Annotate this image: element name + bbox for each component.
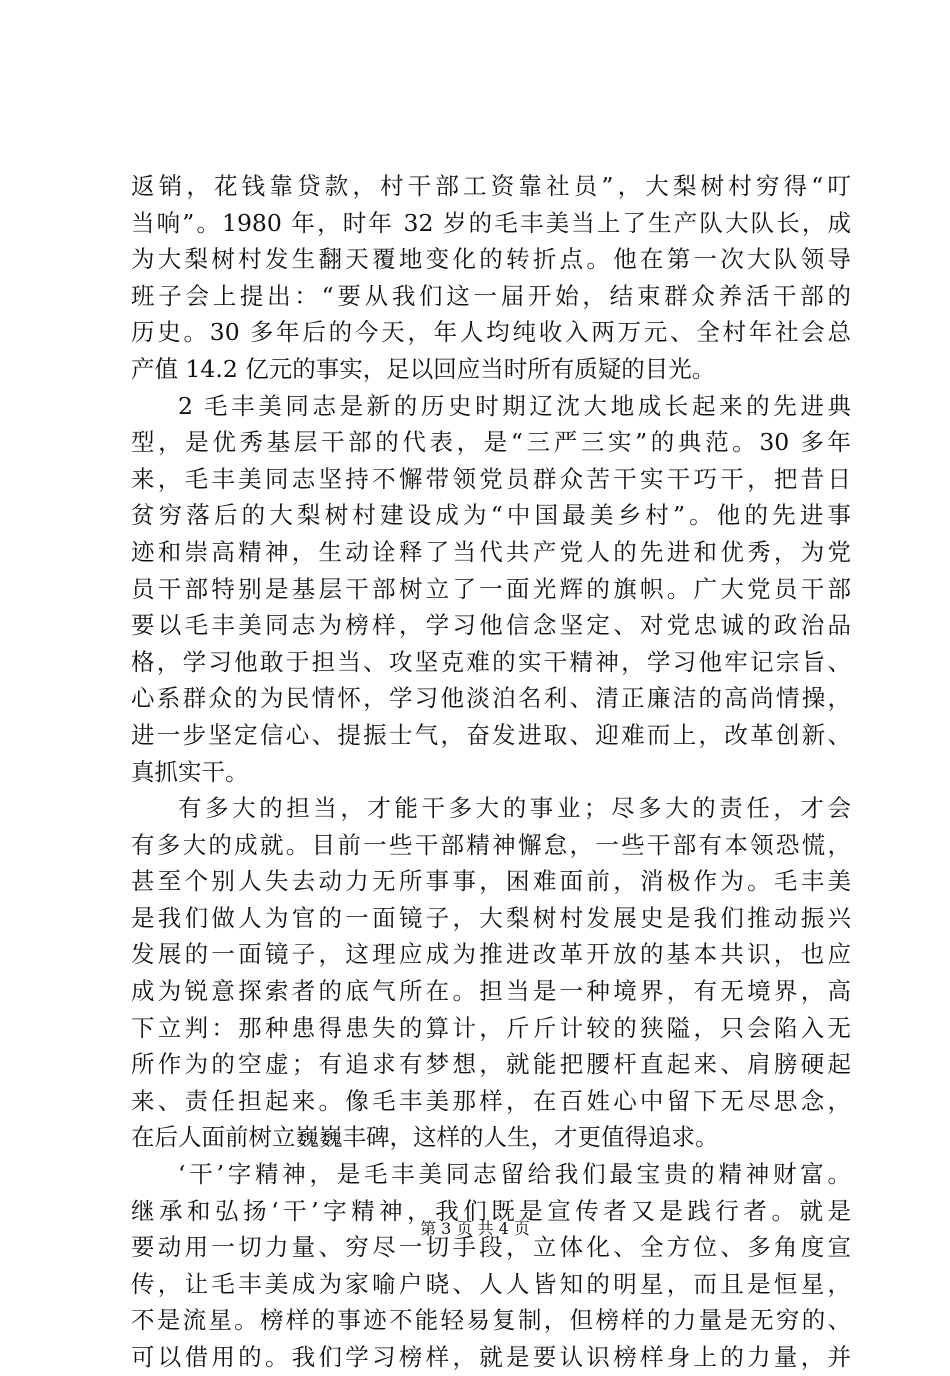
text-line: 型，是优秀基层干部的代表，是“三严三实”的典范。30 多年 <box>131 428 851 457</box>
text-line: 为大梨树村发生翻天覆地变化的转折点。他在第一次大队领导 <box>131 245 851 274</box>
text-line: 可以借用的。我们学习榜样，就是要认识榜样身上的力量，并 <box>131 1343 851 1371</box>
paragraph-first-line: 2 毛丰美同志是新的历史时期辽沈大地成长起来的先进典 <box>178 391 851 420</box>
text-line: 格，学习他敢于担当、攻坚克难的实干精神，学习他牢记宗旨、 <box>131 647 851 676</box>
text-line: 不是流星。榜样的事迹不能轻易复制，但榜样的力量是无穷的、 <box>131 1306 851 1335</box>
text-line: 成为锐意探索者的底气所在。担当是一种境界，有无境界，高 <box>131 977 851 1006</box>
text-line: 是我们做人为官的一面镜子，大梨树村发展史是我们推动振兴 <box>131 903 851 932</box>
page-number-footer: 第 3 页 共 4 页 <box>420 1219 530 1238</box>
text-line: 贫穷落后的大梨树村建设成为“中国最美乡村”。他的先进事 <box>131 501 851 530</box>
text-line: 历史。30 多年后的今天，年人均纯收入两万元、全村年社会总 <box>131 318 851 347</box>
text-line: 甚至个别人失去动力无所事事，困难面前，消极作为。毛丰美 <box>131 867 851 896</box>
text-line: 迹和崇高精神，生动诠释了当代共产党人的先进和优秀，为党 <box>131 537 851 566</box>
text-line: 继承和弘扬‘干’字精神，我们既是宣传者又是践行者。就是 <box>131 1196 851 1225</box>
text-line: 传，让毛丰美成为家喻户晓、人人皆知的明星，而且是恒星， <box>131 1269 851 1298</box>
paragraph-first-line: ‘干’字精神，是毛丰美同志留给我们最宝贵的精神财富。 <box>178 1160 851 1189</box>
text-line: 发展的一面镜子，这理应成为推进改革开放的基本共识，也应 <box>131 940 851 969</box>
text-line: 真抓实干。 <box>131 757 249 786</box>
text-line: 有多大的成就。目前一些干部精神懈怠，一些干部有本领恐慌， <box>131 830 851 859</box>
text-line: 下立判：那种患得患失的算计，斤斤计较的狭隘，只会陷入无 <box>131 1013 851 1042</box>
text-line: 要动用一切力量、穷尽一切手段，立体化、全方位、多角度宣 <box>131 1233 851 1262</box>
body-text <box>131 168 851 1376</box>
text-line: 返销，花钱靠贷款，村干部工资靠社员”，大梨树村穷得“叮 <box>131 172 851 200</box>
text-line: 班子会上提出：“要从我们这一届开始，结束群众养活干部的 <box>131 281 851 310</box>
paragraph-first-line: 有多大的担当，才能干多大的事业；尽多大的责任，才会 <box>178 794 851 823</box>
text-line: 进一步坚定信心、提振士气，奋发进取、迎难而上，改革创新、 <box>131 720 851 749</box>
text-line: 心系群众的为民情怀，学习他淡泊名利、清正廉洁的高尚情操， <box>131 684 851 713</box>
text-line: 来、责任担起来。像毛丰美那样，在百姓心中留下无尽思念， <box>131 1086 851 1115</box>
text-line: 当响”。1980 年，时年 32 岁的毛丰美当上了生产队大队长，成 <box>131 208 851 237</box>
text-line: 所作为的空虚；有追求有梦想，就能把腰杆直起来、肩膀硬起 <box>131 1050 851 1079</box>
text-line: 在后人面前树立巍巍丰碑，这样的人生，才更值得追求。 <box>131 1123 719 1152</box>
text-line: 要以毛丰美同志为榜样，学习他信念坚定、对党忠诚的政治品 <box>131 611 851 640</box>
text-line: 员干部特别是基层干部树立了一面光辉的旗帜。广大党员干部 <box>131 574 851 603</box>
text-line: 产值 14.2 亿元的事实，足以回应当时所有质疑的目光。 <box>131 354 716 383</box>
text-line: 来，毛丰美同志坚持不懈带领党员群众苦干实干巧干，把昔日 <box>131 464 851 493</box>
